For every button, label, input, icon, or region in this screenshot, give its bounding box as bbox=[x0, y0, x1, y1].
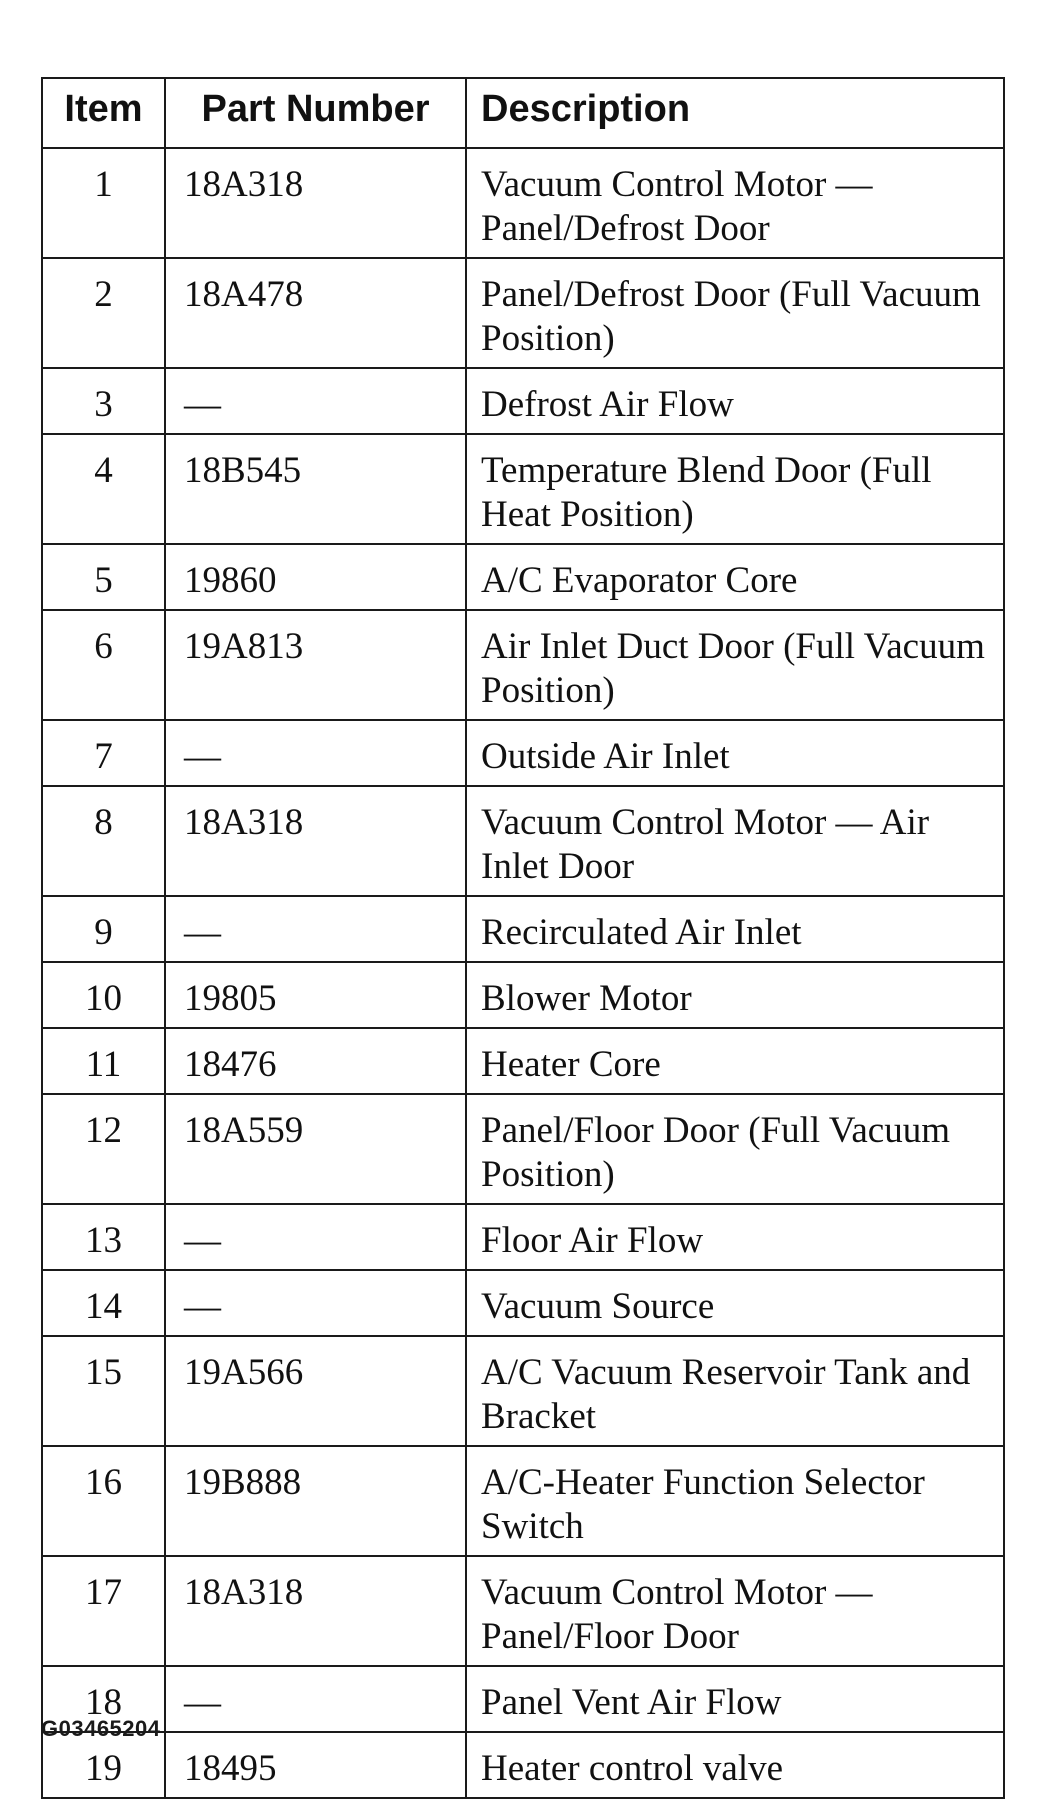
item-cell: 18 bbox=[42, 1666, 165, 1732]
description-cell: A/C-Heater Function Selector Switch bbox=[466, 1446, 1004, 1556]
description-cell: Recirculated Air Inlet bbox=[466, 896, 1004, 962]
table-row bbox=[42, 258, 1004, 368]
table-row bbox=[42, 1556, 1004, 1666]
table-row bbox=[42, 148, 1004, 258]
table-row bbox=[42, 962, 1004, 1028]
table-row bbox=[42, 368, 1004, 434]
header-item: Item bbox=[42, 78, 165, 148]
table-row bbox=[42, 1666, 1004, 1732]
part-number-cell: 19B888 bbox=[165, 1446, 466, 1556]
item-cell: 4 bbox=[42, 434, 165, 544]
item-cell: 11 bbox=[42, 1028, 165, 1094]
item-cell: 8 bbox=[42, 786, 165, 896]
item-cell: 5 bbox=[42, 544, 165, 610]
item-cell: 7 bbox=[42, 720, 165, 786]
part-number-cell: 18A559 bbox=[165, 1094, 466, 1204]
table-row bbox=[42, 544, 1004, 610]
table-row bbox=[42, 1028, 1004, 1094]
item-cell: 6 bbox=[42, 610, 165, 720]
description-cell: Floor Air Flow bbox=[466, 1204, 1004, 1270]
description-cell: Panel/Defrost Door (Full Vacuum Position) bbox=[466, 258, 1004, 368]
description-cell: Vacuum Control Motor — Panel/Floor Door bbox=[466, 1556, 1004, 1666]
table-row bbox=[42, 720, 1004, 786]
description-cell: Vacuum Control Motor — Air Inlet Door bbox=[466, 786, 1004, 896]
item-cell: 10 bbox=[42, 962, 165, 1028]
part-number-cell: 18A318 bbox=[165, 786, 466, 896]
part-number-cell: — bbox=[165, 1666, 466, 1732]
item-cell: 19 bbox=[42, 1732, 165, 1798]
part-number-cell: 19805 bbox=[165, 962, 466, 1028]
description-cell: A/C Evaporator Core bbox=[466, 544, 1004, 610]
part-number-cell: — bbox=[165, 720, 466, 786]
description-cell: Panel Vent Air Flow bbox=[466, 1666, 1004, 1732]
table-body bbox=[42, 148, 1004, 1798]
item-cell: 15 bbox=[42, 1336, 165, 1446]
description-cell: A/C Vacuum Reservoir Tank and Bracket bbox=[466, 1336, 1004, 1446]
part-number-cell: 18B545 bbox=[165, 434, 466, 544]
table-row bbox=[42, 1094, 1004, 1204]
item-cell: 9 bbox=[42, 896, 165, 962]
item-cell: 16 bbox=[42, 1446, 165, 1556]
table-header bbox=[42, 78, 1004, 148]
table-row bbox=[42, 1732, 1004, 1798]
description-cell: Heater Core bbox=[466, 1028, 1004, 1094]
description-cell: Temperature Blend Door (Full Heat Position) bbox=[466, 434, 1004, 544]
table-row bbox=[42, 610, 1004, 720]
description-cell: Air Inlet Duct Door (Full Vacuum Position) bbox=[466, 610, 1004, 720]
item-cell: 14 bbox=[42, 1270, 165, 1336]
description-cell: Outside Air Inlet bbox=[466, 720, 1004, 786]
item-cell: 13 bbox=[42, 1204, 165, 1270]
part-number-cell: 18A318 bbox=[165, 1556, 466, 1666]
table-row bbox=[42, 1204, 1004, 1270]
table-row bbox=[42, 434, 1004, 544]
part-number-cell: — bbox=[165, 368, 466, 434]
part-number-cell: 18A478 bbox=[165, 258, 466, 368]
description-cell: Blower Motor bbox=[466, 962, 1004, 1028]
header-row bbox=[42, 78, 1004, 148]
part-number-cell: — bbox=[165, 896, 466, 962]
part-number-cell: — bbox=[165, 1204, 466, 1270]
table-row bbox=[42, 1336, 1004, 1446]
description-cell: Heater control valve bbox=[466, 1732, 1004, 1798]
part-number-cell: 19860 bbox=[165, 544, 466, 610]
part-number-cell: — bbox=[165, 1270, 466, 1336]
parts-legend bbox=[41, 77, 1003, 1799]
part-number-cell: 19A813 bbox=[165, 610, 466, 720]
part-number-cell: 19A566 bbox=[165, 1336, 466, 1446]
item-cell: 12 bbox=[42, 1094, 165, 1204]
item-cell: 2 bbox=[42, 258, 165, 368]
item-cell: 17 bbox=[42, 1556, 165, 1666]
part-number-cell: 18476 bbox=[165, 1028, 466, 1094]
description-cell: Vacuum Source bbox=[466, 1270, 1004, 1336]
description-cell: Vacuum Control Motor — Panel/Defrost Door bbox=[466, 148, 1004, 258]
table-row bbox=[42, 1446, 1004, 1556]
table-row bbox=[42, 786, 1004, 896]
table-row bbox=[42, 896, 1004, 962]
parts-table bbox=[41, 77, 1005, 1799]
description-cell: Panel/Floor Door (Full Vacuum Position) bbox=[466, 1094, 1004, 1204]
table-row bbox=[42, 1270, 1004, 1336]
header-part-number: Part Number bbox=[165, 78, 466, 148]
part-number-cell: 18A318 bbox=[165, 148, 466, 258]
header-description: Description bbox=[466, 78, 1004, 148]
item-cell: 3 bbox=[42, 368, 165, 434]
part-number-cell: 18495 bbox=[165, 1732, 466, 1798]
figure-id: G03465204 bbox=[41, 1716, 161, 1741]
description-cell: Defrost Air Flow bbox=[466, 368, 1004, 434]
item-cell: 1 bbox=[42, 148, 165, 258]
